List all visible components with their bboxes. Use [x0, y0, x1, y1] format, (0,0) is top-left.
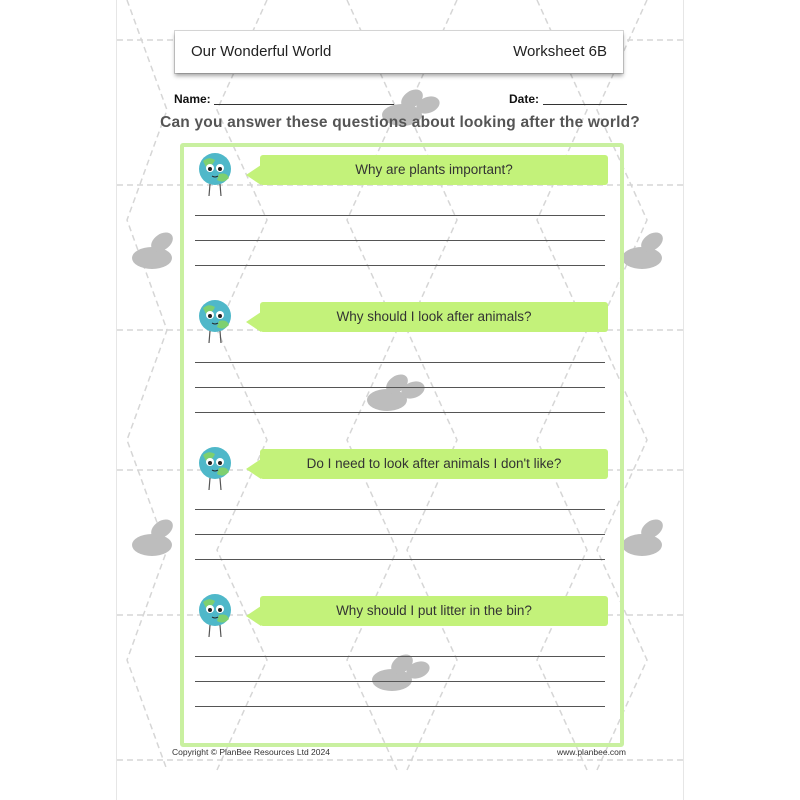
earth-mascot-icon [197, 299, 233, 345]
name-label: Name: [174, 92, 211, 106]
question-block [117, 593, 683, 723]
copyright-text: Copyright © PlanBee Resources Ltd 2024 [172, 747, 330, 757]
question-block [117, 152, 683, 282]
worksheet-page [117, 0, 683, 800]
answer-line[interactable] [195, 656, 605, 657]
answer-line[interactable] [195, 265, 605, 266]
website-link[interactable]: www.planbee.com [557, 747, 626, 757]
question-text: Why should I look after animals? [336, 309, 532, 324]
answer-line[interactable] [195, 215, 605, 216]
name-line [214, 104, 394, 105]
question-bubble [260, 449, 608, 479]
question-block [117, 299, 683, 429]
earth-mascot-icon [197, 152, 233, 198]
answer-line[interactable] [195, 534, 605, 535]
answer-line[interactable] [195, 387, 605, 388]
question-bubble [260, 155, 608, 185]
date-label: Date: [509, 92, 540, 106]
worksheet-title: Our Wonderful World [191, 43, 332, 60]
question-text: Why are plants important? [355, 162, 513, 177]
instruction-heading: Can you answer these questions about looking after the world? [160, 114, 640, 131]
question-block [117, 446, 683, 576]
question-text: Why should I put litter in the bin? [336, 603, 532, 618]
earth-mascot-icon [197, 446, 233, 492]
answer-line[interactable] [195, 240, 605, 241]
answer-line[interactable] [195, 681, 605, 682]
worksheet-number: Worksheet 6B [513, 43, 607, 60]
answer-line[interactable] [195, 706, 605, 707]
worksheet-header [175, 31, 623, 73]
earth-mascot-icon [197, 593, 233, 639]
question-text: Do I need to look after animals I don't like? [306, 456, 562, 471]
answer-line[interactable] [195, 362, 605, 363]
answer-line[interactable] [195, 559, 605, 560]
answer-line[interactable] [195, 412, 605, 413]
answer-line[interactable] [195, 509, 605, 510]
question-bubble [260, 596, 608, 626]
question-bubble [260, 302, 608, 332]
date-line [543, 104, 627, 105]
